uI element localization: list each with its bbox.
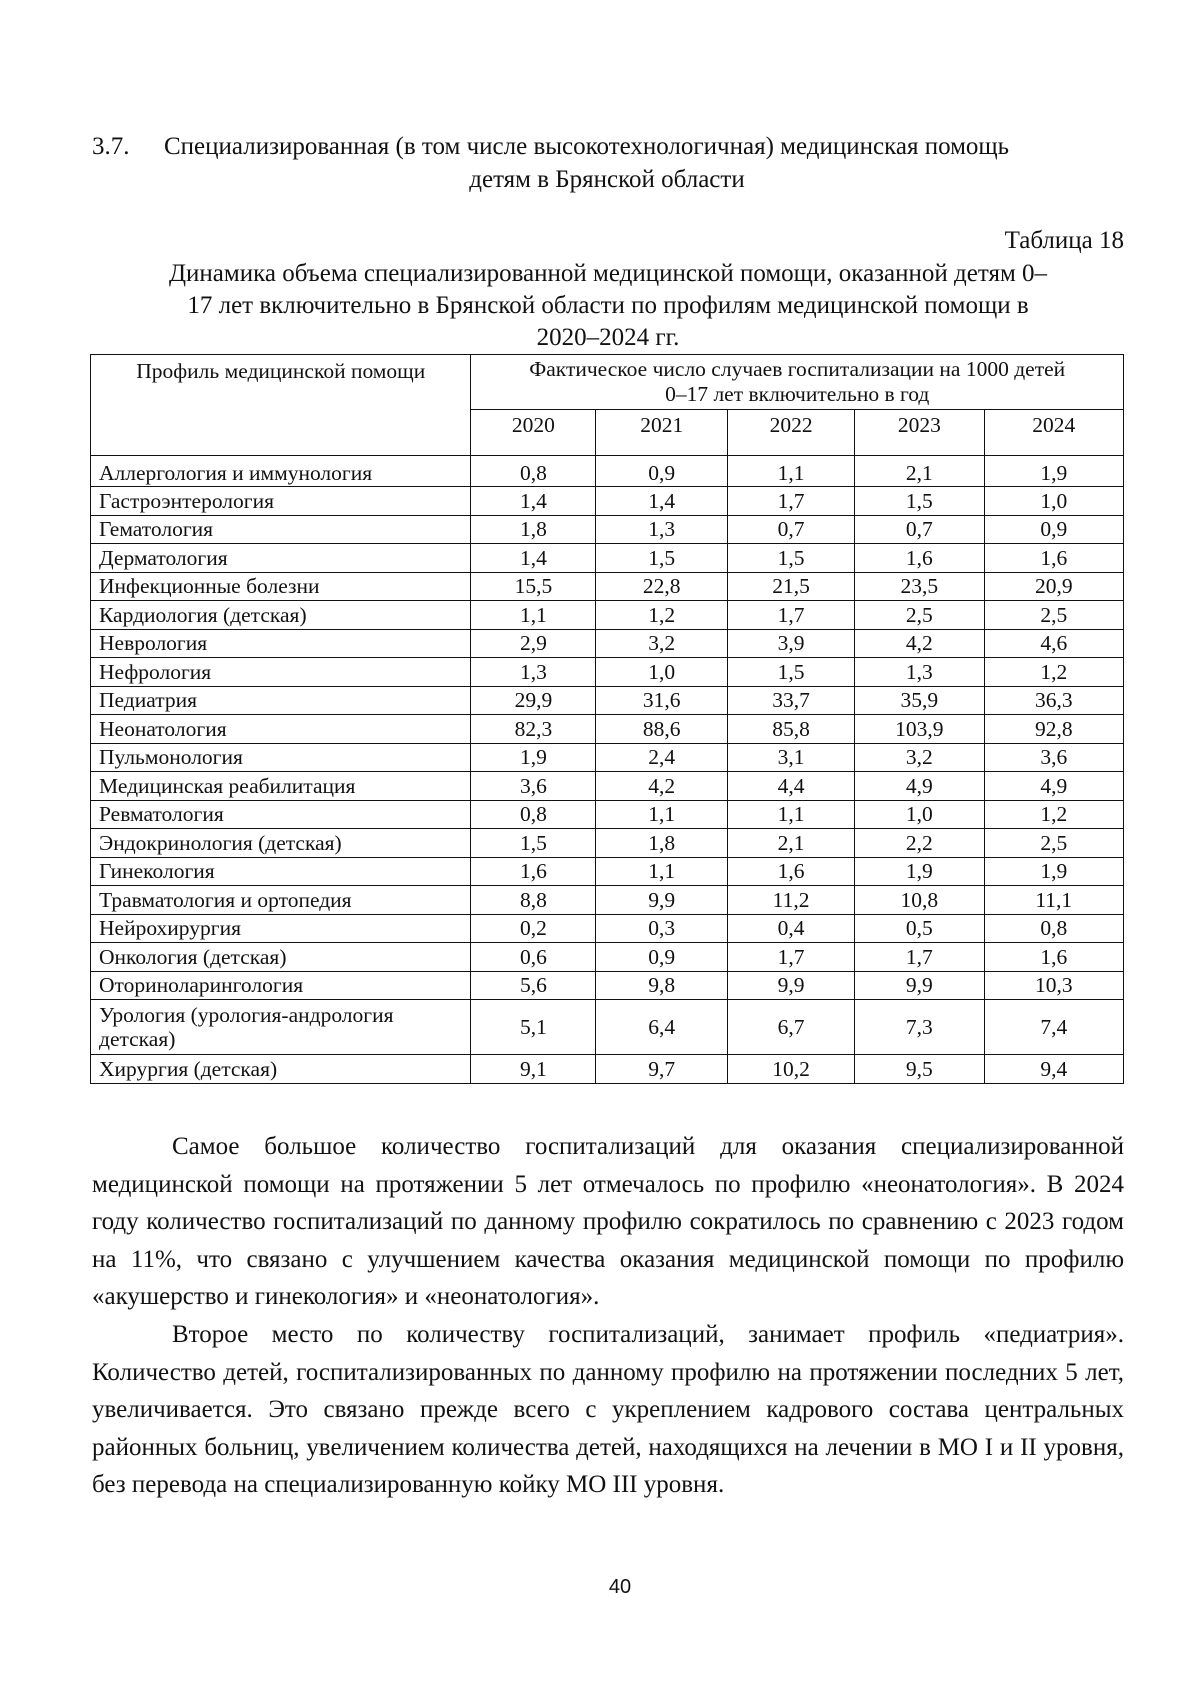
profile-name-cell: Педиатрия	[91, 686, 471, 715]
value-cell: 1,1	[471, 601, 596, 630]
value-cell: 1,9	[984, 456, 1123, 487]
value-cell: 1,9	[984, 857, 1123, 886]
value-cell: 4,2	[596, 772, 728, 801]
value-cell: 1,0	[984, 487, 1123, 516]
value-cell: 1,4	[471, 487, 596, 516]
value-cell: 2,1	[728, 829, 855, 858]
profile-name-cell: Инфекционные болезни	[91, 572, 471, 601]
value-cell: 1,5	[471, 829, 596, 858]
value-cell: 5,1	[471, 1000, 596, 1055]
value-cell: 1,7	[728, 601, 855, 630]
section-heading	[92, 130, 1122, 196]
value-cell: 0,8	[984, 914, 1123, 943]
profile-name-cell: Ревматология	[91, 800, 471, 829]
value-cell: 9,8	[596, 971, 728, 1000]
value-cell: 1,2	[984, 658, 1123, 687]
value-cell: 1,0	[596, 658, 728, 687]
value-cell: 2,5	[984, 829, 1123, 858]
value-cell: 5,6	[471, 971, 596, 1000]
profile-name-cell: Медицинская реабилитация	[91, 772, 471, 801]
value-cell: 9,9	[596, 886, 728, 915]
value-cell: 4,2	[855, 629, 984, 658]
value-cell: 1,6	[728, 857, 855, 886]
value-cell: 1,6	[984, 943, 1123, 972]
value-cell: 0,2	[471, 914, 596, 943]
value-cell: 9,7	[596, 1055, 728, 1084]
value-cell: 10,8	[855, 886, 984, 915]
value-cell: 0,8	[471, 456, 596, 487]
profile-name-cell: Неонатология	[91, 715, 471, 744]
profile-name-cell: Нейрохирургия	[91, 914, 471, 943]
value-cell: 20,9	[984, 572, 1123, 601]
section-title-line-2: детям в Брянской области	[469, 166, 745, 193]
header-profile: Профиль медицинской помощи	[91, 355, 471, 456]
value-cell: 1,6	[984, 544, 1123, 573]
value-cell: 0,9	[596, 943, 728, 972]
value-cell: 21,5	[728, 572, 855, 601]
value-cell: 0,7	[855, 515, 984, 544]
value-cell: 4,9	[984, 772, 1123, 801]
value-cell: 0,4	[728, 914, 855, 943]
value-cell: 33,7	[728, 686, 855, 715]
value-cell: 1,6	[471, 857, 596, 886]
value-cell: 1,2	[984, 800, 1123, 829]
table-row	[91, 886, 1124, 915]
table-row	[91, 743, 1124, 772]
table-row	[91, 971, 1124, 1000]
value-cell: 2,9	[471, 629, 596, 658]
value-cell: 1,1	[596, 800, 728, 829]
table-caption-line-3: 2020–2024 гг.	[536, 324, 680, 351]
table-body	[91, 456, 1124, 1084]
value-cell: 1,5	[855, 487, 984, 516]
section-number: 3.7.	[92, 133, 130, 160]
profile-name-cell: Оториноларингология	[91, 971, 471, 1000]
value-cell: 10,3	[984, 971, 1123, 1000]
profile-name-cell: Дерматология	[91, 544, 471, 573]
value-cell: 88,6	[596, 715, 728, 744]
profile-name-cell: Гематология	[91, 515, 471, 544]
value-cell: 2,5	[984, 601, 1123, 630]
value-cell: 1,1	[728, 800, 855, 829]
value-cell: 1,9	[471, 743, 596, 772]
table-row	[91, 943, 1124, 972]
value-cell: 1,2	[596, 601, 728, 630]
value-cell: 1,6	[855, 544, 984, 573]
header-group-line-1: Фактическое число случаев госпитализации на 1000 детей	[529, 357, 1066, 381]
profile-name-cell: Кардиология (детская)	[91, 601, 471, 630]
value-cell: 2,4	[596, 743, 728, 772]
table-row	[91, 601, 1124, 630]
profile-name-cell: Травматология и ортопедия	[91, 886, 471, 915]
table-row	[91, 456, 1124, 487]
value-cell: 3,2	[855, 743, 984, 772]
value-cell: 1,7	[728, 943, 855, 972]
value-cell: 3,2	[596, 629, 728, 658]
header-year: 2020	[471, 410, 596, 456]
paragraph-neonatology: Самое большое количество госпитализаций для оказания специализированной медицинской помощи на протяжении 5 лет отмечалось по профилю «неонатология». В 2024 году количество госпитализаций по данному профилю сократилось по сравнению с 2023 годом на 11%, что связано с улучшением качества оказания медицинской помощи по профилю «акушерство и гинекология» и «неонатология».	[92, 1133, 1124, 1310]
value-cell: 0,9	[984, 515, 1123, 544]
table-row	[91, 572, 1124, 601]
table-row	[91, 829, 1124, 858]
table-caption	[92, 258, 1124, 354]
value-cell: 85,8	[728, 715, 855, 744]
table-row	[91, 857, 1124, 886]
table-row	[91, 515, 1124, 544]
table-number-label: Таблица 18	[1004, 227, 1124, 254]
header-year: 2021	[596, 410, 728, 456]
value-cell: 1,8	[596, 829, 728, 858]
profile-name-cell: Хирургия (детская)	[91, 1055, 471, 1084]
value-cell: 0,6	[471, 943, 596, 972]
table-row	[91, 1055, 1124, 1084]
value-cell: 1,0	[855, 800, 984, 829]
value-cell: 1,5	[728, 544, 855, 573]
value-cell: 35,9	[855, 686, 984, 715]
value-cell: 15,5	[471, 572, 596, 601]
value-cell: 1,1	[728, 456, 855, 487]
value-cell: 9,5	[855, 1055, 984, 1084]
profile-name-cell: Пульмонология	[91, 743, 471, 772]
value-cell: 3,1	[728, 743, 855, 772]
value-cell: 6,7	[728, 1000, 855, 1055]
value-cell: 3,6	[984, 743, 1123, 772]
section-title-line-1: Специализированная (в том числе высокотехнологичная) медицинская помощь	[164, 133, 1010, 160]
paragraph-pediatrics: Второе место по количеству госпитализаций, занимает профиль «педиатрия». Количество детей, госпитализированных по данному профилю на протяжении последних 5 лет, увеличивается. Это связано прежде всего с укреплением кадрового состава центральных районных больниц, увеличением количества детей, находящихся на лечении в МО I и II уровня, без перевода на специализированную койку МО III уровня.	[92, 1321, 1124, 1498]
value-cell: 1,3	[855, 658, 984, 687]
value-cell: 0,8	[471, 800, 596, 829]
table-caption-line-1: Динамика объема специализированной медицинской помощи, оказанной детям 0–	[168, 260, 1048, 287]
profile-name-cell: Онкология (детская)	[91, 943, 471, 972]
value-cell: 1,7	[728, 487, 855, 516]
table-row	[91, 658, 1124, 687]
header-group-line-2: 0–17 лет включительно в год	[665, 382, 930, 406]
value-cell: 3,9	[728, 629, 855, 658]
table-row	[91, 715, 1124, 744]
value-cell: 82,3	[471, 715, 596, 744]
table-row	[91, 1000, 1124, 1055]
value-cell: 2,1	[855, 456, 984, 487]
table-row	[91, 914, 1124, 943]
profile-name-cell: Урология (урология-андрология детская)	[91, 1000, 471, 1055]
value-cell: 29,9	[471, 686, 596, 715]
table-row	[91, 544, 1124, 573]
value-cell: 1,5	[596, 544, 728, 573]
value-cell: 31,6	[596, 686, 728, 715]
table-row	[91, 686, 1124, 715]
value-cell: 0,3	[596, 914, 728, 943]
table-row	[91, 800, 1124, 829]
value-cell: 1,4	[596, 487, 728, 516]
value-cell: 0,5	[855, 914, 984, 943]
value-cell: 4,4	[728, 772, 855, 801]
value-cell: 4,9	[855, 772, 984, 801]
value-cell: 1,1	[596, 857, 728, 886]
value-cell: 36,3	[984, 686, 1123, 715]
value-cell: 4,6	[984, 629, 1123, 658]
header-year: 2022	[728, 410, 855, 456]
value-cell: 1,4	[471, 544, 596, 573]
value-cell: 1,3	[596, 515, 728, 544]
table-row	[91, 772, 1124, 801]
profile-name-cell: Гастроэнтерология	[91, 487, 471, 516]
value-cell: 11,1	[984, 886, 1123, 915]
profile-name-cell: Нефрология	[91, 658, 471, 687]
value-cell: 1,3	[471, 658, 596, 687]
value-cell: 1,8	[471, 515, 596, 544]
header-hospitalization-rate	[471, 355, 1124, 410]
value-cell: 8,8	[471, 886, 596, 915]
value-cell: 6,4	[596, 1000, 728, 1055]
page-number: 40	[608, 1576, 632, 1598]
value-cell: 23,5	[855, 572, 984, 601]
value-cell: 3,6	[471, 772, 596, 801]
value-cell: 103,9	[855, 715, 984, 744]
value-cell: 1,7	[855, 943, 984, 972]
value-cell: 7,4	[984, 1000, 1123, 1055]
hospitalization-table	[90, 354, 1124, 1084]
header-year: 2024	[984, 410, 1123, 456]
value-cell: 2,5	[855, 601, 984, 630]
value-cell: 9,1	[471, 1055, 596, 1084]
profile-name-cell: Аллергология и иммунология	[91, 456, 471, 487]
value-cell: 9,9	[728, 971, 855, 1000]
table-row	[91, 629, 1124, 658]
value-cell: 1,9	[855, 857, 984, 886]
value-cell: 11,2	[728, 886, 855, 915]
profile-name-cell: Гинекология	[91, 857, 471, 886]
value-cell: 1,5	[728, 658, 855, 687]
value-cell: 7,3	[855, 1000, 984, 1055]
header-year: 2023	[855, 410, 984, 456]
value-cell: 22,8	[596, 572, 728, 601]
value-cell: 2,2	[855, 829, 984, 858]
value-cell: 0,9	[596, 456, 728, 487]
value-cell: 92,8	[984, 715, 1123, 744]
value-cell: 9,9	[855, 971, 984, 1000]
profile-name-cell: Неврология	[91, 629, 471, 658]
table-row	[91, 487, 1124, 516]
value-cell: 9,4	[984, 1055, 1123, 1084]
profile-name-cell: Эндокринология (детская)	[91, 829, 471, 858]
value-cell: 10,2	[728, 1055, 855, 1084]
value-cell: 0,7	[728, 515, 855, 544]
table-caption-line-2: 17 лет включительно в Брянской области по профилям медицинской помощи в	[187, 292, 1029, 319]
